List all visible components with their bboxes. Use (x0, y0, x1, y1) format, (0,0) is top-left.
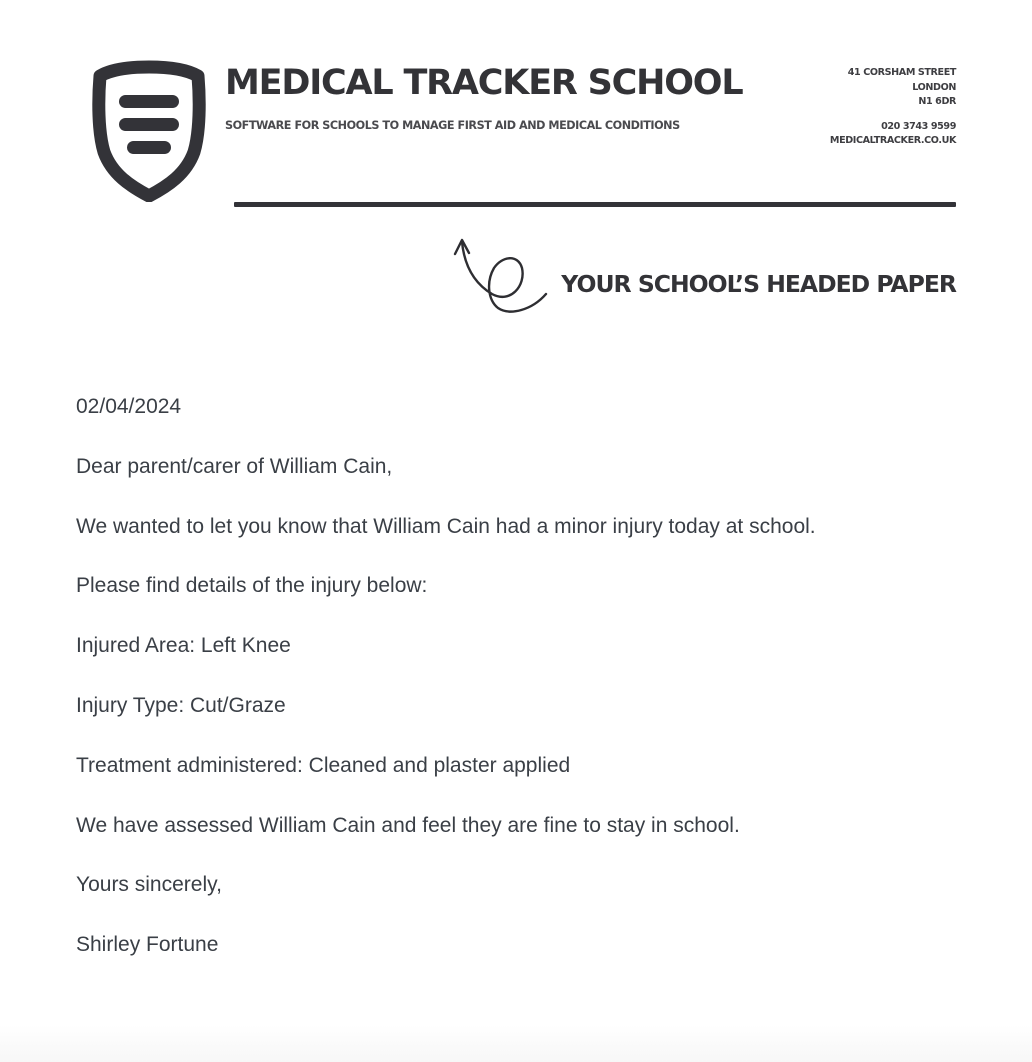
treatment-administered: Treatment administered: Cleaned and plaster applied (76, 753, 571, 777)
shield-list-icon (92, 60, 206, 202)
school-address (830, 66, 956, 149)
address-postcode: N1 6DR (918, 96, 956, 107)
school-tagline: SOFTWARE FOR SCHOOLS TO MANAGE FIRST AID AND MEDICAL CONDITIONS (225, 119, 680, 132)
address-street: 41 CORSHAM STREET (847, 67, 956, 78)
curly-arrow-up-icon (450, 234, 550, 318)
injured-area: Injured Area: Left Knee (76, 634, 291, 658)
address-website: MEDICALTRACKER.CO.UK (829, 135, 956, 146)
letter-closing: Yours sincerely, (76, 873, 222, 897)
letter-date: 02/04/2024 (76, 395, 182, 418)
headed-paper-label: YOUR SCHOOL’S HEADED PAPER (561, 270, 956, 298)
letter-greeting: Dear parent/carer of William Cain, (76, 454, 393, 478)
letter-intro: We wanted to let you know that William Cain had a minor injury today at school. (76, 514, 816, 538)
injury-type: Injury Type: Cut/Graze (76, 693, 286, 717)
letter-body (76, 392, 956, 990)
address-phone: 020 3743 9599 (881, 120, 956, 132)
address-city: LONDON (912, 81, 956, 93)
letter-signature: Shirley Fortune (76, 933, 219, 957)
letter-details-intro: Please find details of the injury below: (76, 574, 428, 598)
letterhead (0, 0, 1032, 330)
school-name: MEDICAL TRACKER SCHOOL (225, 63, 743, 103)
assessment-statement: We have assessed William Cain and feel they are fine to stay in school. (76, 813, 740, 837)
header-divider (234, 202, 956, 207)
